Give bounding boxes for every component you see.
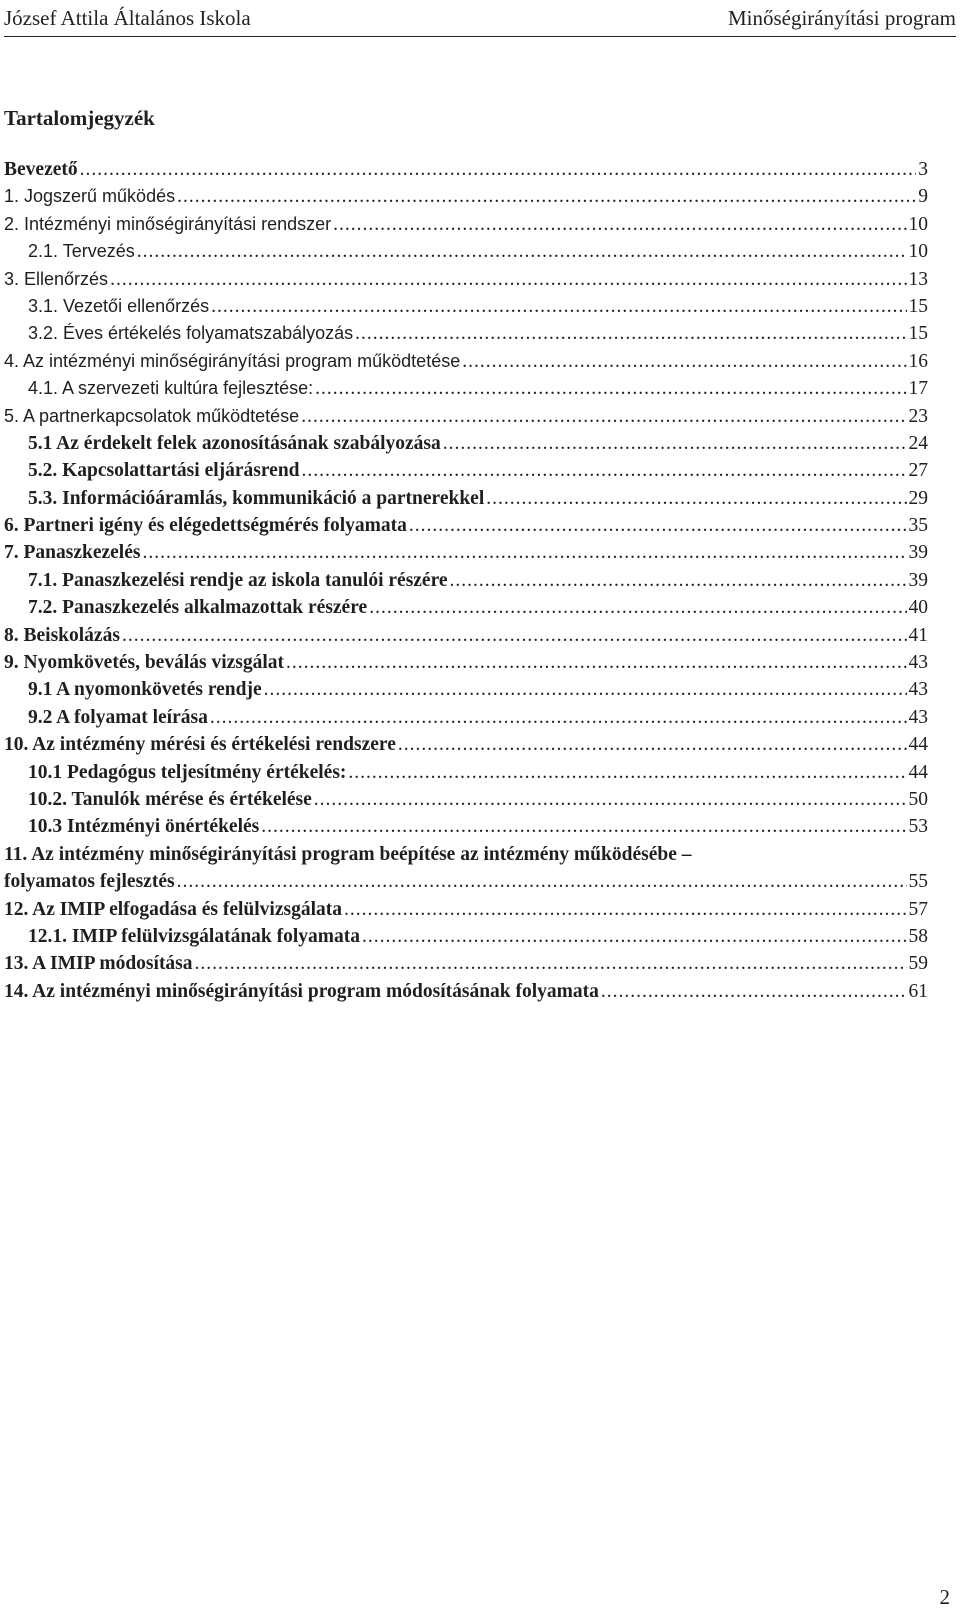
toc-entry[interactable]	[4, 923, 928, 950]
toc-entry[interactable]	[4, 293, 928, 320]
toc-entry-page: 44	[908, 734, 928, 756]
toc-entry-page: 44	[908, 761, 928, 783]
toc-entry-label: 2.1. Tervezés	[28, 241, 135, 262]
toc-entry-page: 3	[918, 158, 928, 180]
toc-entry-label: 3.2. Éves értékelés folyamatszabályozás	[28, 323, 354, 344]
toc-entry-label: 4. Az intézményi minőségirányítási program működtetése	[4, 350, 461, 371]
toc-entry-page: 9	[918, 186, 928, 208]
toc-entry-page: 43	[908, 652, 928, 674]
toc-entry[interactable]	[4, 266, 928, 293]
toc-entry-label: 14. Az intézményi minőségirányítási program módosításának folyamata	[4, 980, 599, 1002]
toc-entry-page: 58	[908, 925, 928, 947]
toc-entry-page: 10	[908, 241, 928, 263]
toc-entry-label: 7. Panaszkezelés	[4, 542, 141, 564]
toc-entry-label: 10.3 Intézményi önértékelés	[28, 816, 260, 838]
toc-entry-page: 40	[908, 597, 928, 619]
toc-entry-label: 5.2. Kapcsolattartási eljárásrend	[28, 460, 300, 482]
toc-entry-page: 13	[908, 268, 928, 290]
toc-entry[interactable]	[4, 156, 928, 183]
toc-entry-label: 10.1 Pedagógus teljesítmény értékelés:	[28, 761, 347, 783]
toc-entry[interactable]	[4, 868, 928, 895]
toc-entry-page: 41	[908, 624, 928, 646]
toc-entry-page: 61	[908, 980, 928, 1002]
toc-entry-page: 50	[908, 788, 928, 810]
toc-entry[interactable]	[4, 676, 928, 703]
toc-entry[interactable]	[4, 813, 928, 840]
page-header	[4, 0, 956, 37]
table-of-contents	[4, 156, 928, 1005]
toc-entry[interactable]	[4, 731, 928, 758]
toc-entry-page: 55	[908, 871, 928, 893]
toc-entry-page: 29	[908, 487, 928, 509]
toc-entry-label: 9. Nyomkövetés, beválás vizsgálat	[4, 652, 285, 674]
document-title: Minőségirányítási program	[727, 6, 956, 30]
toc-entry-page: 43	[908, 706, 928, 728]
toc-entry-label: 6. Partneri igény és elégedettségmérés folyamata	[4, 515, 407, 537]
toc-entry[interactable]	[4, 786, 928, 813]
toc-entry-page: 15	[908, 323, 928, 345]
toc-entry-label: 12.1. IMIP felülvizsgálatának folyamata	[28, 925, 361, 947]
toc-entry[interactable]	[4, 457, 928, 484]
toc-entry-page: 43	[908, 679, 928, 701]
toc-entry-label: 12. Az IMIP elfogadása és felülvizsgálata	[4, 898, 342, 920]
school-name: József Attila Általános Iskola	[4, 6, 251, 30]
toc-entry-page: 17	[908, 378, 928, 400]
toc-entry[interactable]	[4, 403, 928, 430]
toc-entry-label: 13. A IMIP módosítása	[4, 953, 193, 975]
toc-entry-page: 15	[908, 295, 928, 317]
toc-entry-wrapped-line[interactable]: 11. Az intézmény minőségirányítási program beépítése az intézmény működésébe –	[4, 843, 692, 865]
toc-entry-page: 39	[908, 542, 928, 564]
toc-entry-label: Bevezető	[4, 158, 78, 180]
toc-entry-label: 2. Intézményi minőségirányítási rendszer	[4, 213, 332, 234]
toc-entry-page: 10	[908, 213, 928, 235]
toc-heading: Tartalomjegyzék	[4, 106, 155, 130]
toc-entry-label: 3.1. Vezetői ellenőrzés	[28, 295, 210, 316]
toc-entry[interactable]	[4, 539, 928, 566]
toc-entry[interactable]	[4, 320, 928, 347]
toc-entry-label: 5. A partnerkapcsolatok működtetése	[4, 405, 300, 426]
toc-entry[interactable]	[4, 485, 928, 512]
toc-entry-label: 9.1 A nyomonkövetés rendje	[28, 679, 262, 701]
toc-entry[interactable]	[4, 512, 928, 539]
toc-entry-page: 35	[908, 515, 928, 537]
toc-entry-page: 27	[908, 460, 928, 482]
toc-entry[interactable]	[4, 430, 928, 457]
toc-entry-page: 24	[908, 432, 928, 454]
toc-entry[interactable]	[4, 704, 928, 731]
toc-entry-label: 5.1 Az érdekelt felek azonosításának szabályozása	[28, 432, 441, 454]
toc-entry-page: 59	[908, 953, 928, 975]
toc-entry[interactable]	[4, 211, 928, 238]
toc-entry-label: 10.2. Tanulók mérése és értékelése	[28, 788, 312, 810]
toc-entry[interactable]	[4, 622, 928, 649]
page-number: 2	[939, 1585, 950, 1609]
toc-entry[interactable]	[4, 567, 928, 594]
toc-entry-label: 7.2. Panaszkezelés alkalmazottak részére	[28, 597, 368, 619]
toc-entry[interactable]	[4, 759, 928, 786]
toc-entry-page: 39	[908, 569, 928, 591]
toc-entry-label: 10. Az intézmény mérési és értékelési rendszere	[4, 734, 396, 756]
toc-entry-label: 3. Ellenőrzés	[4, 268, 109, 289]
toc-entry-label: 5.3. Információáramlás, kommunikáció a partnerekkel	[28, 487, 485, 509]
toc-entry-page: 53	[908, 816, 928, 838]
toc-entry-label: 1. Jogszerű működés	[4, 186, 176, 207]
toc-entry-page: 16	[908, 350, 928, 372]
toc-entry-label: 7.1. Panaszkezelési rendje az iskola tanulói részére	[28, 569, 448, 591]
toc-entry[interactable]	[4, 375, 928, 402]
toc-entry-label: 9.2 A folyamat leírása	[28, 706, 208, 728]
toc-entry-label: folyamatos fejlesztés	[4, 871, 175, 893]
toc-entry-page: 57	[908, 898, 928, 920]
toc-entry[interactable]	[4, 896, 928, 923]
toc-entry-label: 4.1. A szervezeti kultúra fejlesztése:	[28, 378, 314, 399]
toc-entry-label: 8. Beiskolázás	[4, 624, 120, 646]
toc-entry[interactable]	[4, 594, 928, 621]
toc-entry-page: 23	[908, 405, 928, 427]
toc-entry[interactable]	[4, 950, 928, 977]
toc-entry[interactable]	[4, 348, 928, 375]
toc-entry[interactable]	[4, 183, 928, 210]
toc-entry[interactable]	[4, 978, 928, 1005]
toc-entry[interactable]	[4, 238, 928, 265]
toc-entry[interactable]	[4, 649, 928, 676]
